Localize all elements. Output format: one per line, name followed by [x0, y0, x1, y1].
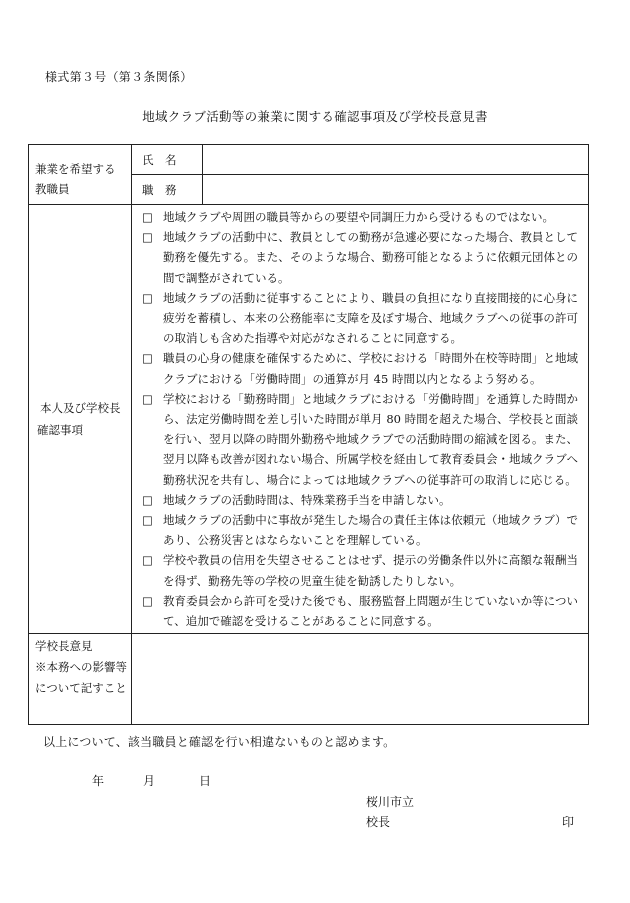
checkbox-6[interactable]: □	[142, 492, 153, 507]
document-title: 地域クラブ活動等の兼業に関する確認事項及び学校長意見書	[142, 109, 488, 124]
form-number-label: 様式第３号（第３条関係）	[45, 70, 193, 84]
confirmation-item-text: 地域クラブの活動中に、教員としての勤務が急遽必要になった場合、教員として勤務を優先する。また、そのような場合、勤務可能となるように依頼元団体との間で調整がされている。	[163, 230, 578, 285]
closing-statement: 以上について、該当職員と確認を行い相違ないものと認めます。	[43, 735, 396, 749]
confirmation-item-text: 地域クラブの活動中に事故が発生した場合の責任主体は依頼元（地域クラブ）であり、公務災害とはならないことを理解している。	[163, 513, 578, 548]
confirmation-item-text: 地域クラブの活動に従事することにより、職員の負担になり直接間接的に心身に疲労を蓄積し、本来の公務能率に支障を及ぼす場合、地域クラブへの従事の許可の取消しも含めた指導や対応がなされることに同意する。	[163, 290, 578, 346]
list-item	[140, 227, 578, 288]
list-item	[140, 490, 578, 510]
checkbox-8[interactable]: □	[142, 553, 153, 568]
seal-label: 印	[562, 815, 575, 829]
checkbox-3[interactable]: □	[142, 290, 153, 305]
confirmation-item-text: 学校や教員の信用を失望させることはせず、提示の労働条件以外に高額な報酬当を得ず、勤務先等の学校の児童生徒を勧誘したりしない。	[163, 553, 578, 588]
confirmation-item-text: 地域クラブの活動時間は、特殊業務手当を申請しない。	[163, 492, 451, 507]
confirmation-form-table	[28, 144, 589, 725]
checkbox-5[interactable]: □	[142, 391, 153, 406]
checkbox-7[interactable]: □	[142, 513, 153, 528]
duty-label: 職 務	[132, 175, 203, 205]
confirmation-item-text: 地域クラブや周囲の職員等からの要望や同調圧力から受けるものではない。	[163, 210, 554, 224]
table-row	[29, 145, 589, 175]
checkbox-1[interactable]: □	[142, 210, 153, 224]
checkbox-2[interactable]: □	[142, 230, 153, 245]
confirmation-label-line2: 確認事項	[37, 423, 83, 438]
table-row	[29, 634, 589, 725]
list-item	[140, 591, 578, 631]
table-row	[29, 205, 589, 634]
principal-opinion-label	[29, 634, 132, 725]
confirmation-label-line1: 本人及び学校長	[40, 401, 121, 416]
list-item	[140, 550, 578, 590]
confirmation-items-list	[132, 205, 589, 634]
date-year-label: 年	[92, 774, 105, 788]
list-item	[140, 510, 578, 550]
applicant-label: 兼業を希望する教職員	[29, 145, 132, 205]
list-item	[140, 389, 578, 490]
confirmation-item-text: 教育委員会から許可を受けた後でも、服務監督上問題が生じていないか等について、追加で確認を受けることがあることに同意する。	[163, 593, 578, 629]
opinion-title: 学校長意見	[35, 639, 93, 654]
name-field[interactable]	[203, 145, 589, 175]
checkbox-4[interactable]: □	[142, 351, 153, 366]
principal-opinion-field[interactable]	[132, 634, 589, 725]
duty-field[interactable]	[203, 175, 589, 205]
opinion-note: ※本務への影響等について記すこと	[35, 660, 127, 696]
list-item	[140, 348, 578, 388]
date-month-label: 月	[143, 774, 156, 788]
list-item	[140, 207, 578, 227]
list-item	[140, 288, 578, 349]
confirmation-items-label	[29, 205, 132, 634]
confirmation-item-text: 職員の心身の健康を確保するために、学校における「時間外在校等時間」と地域クラブにおける「労働時間」の通算が月 45 時間以内となるよう努める。	[163, 351, 578, 386]
name-label: 氏 名	[132, 145, 203, 175]
school-city-label: 桜川市立	[366, 795, 415, 809]
principal-label: 校長	[366, 815, 391, 829]
confirmation-item-text: 学校における「勤務時間」と地域クラブにおける「労働時間」を通算した時間から、法定労働時間を差し引いた時間が単月 80 時間を超えた場合、学校長と面談を行い、翌月以降の時間外勤務や地域クラブでの活動時間の縮減を図る。また、翌月以降も改善が図れない場合、所属学校を経由して教育委員会・地域クラブへ勤務状況を共有し、場合によっては地域クラブへの従事許可の取消しに応じる。	[163, 391, 578, 487]
date-day-label: 日	[199, 774, 212, 788]
checkbox-9[interactable]: □	[142, 593, 153, 608]
